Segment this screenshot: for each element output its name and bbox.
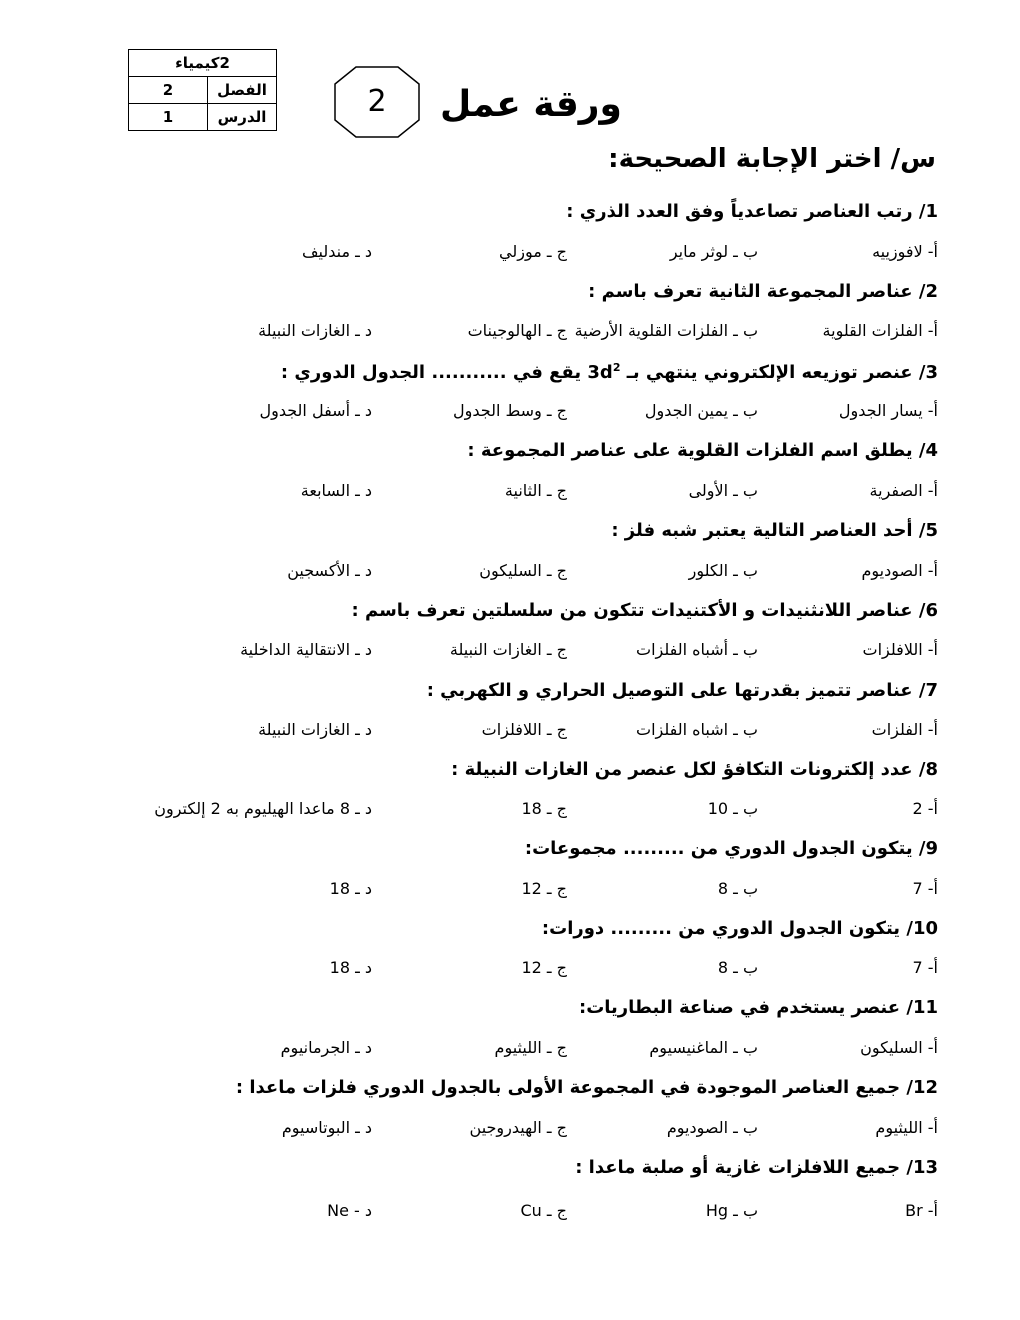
option-c: ج ـ وسط الجدول <box>453 401 567 420</box>
option-c: ج ـ الغازات النبيلة <box>449 640 567 659</box>
option-a: أ- لافوزييه <box>872 242 938 261</box>
option-a: أ- الليثيوم <box>875 1118 938 1137</box>
option-d: د ـ البوتاسيوم <box>281 1118 372 1137</box>
question-12 <box>236 1077 938 1098</box>
option-a: أ- الفلزات <box>871 720 938 739</box>
question-7 <box>427 680 938 701</box>
option-c: ج ـ الهالوجينات <box>467 321 567 340</box>
question-1 <box>566 201 938 222</box>
option-b: ب ـ الماغنيسيوم <box>649 1038 758 1057</box>
question-number: 12/ <box>906 1077 938 1098</box>
option-d: د ـ الجرمانيوم <box>280 1038 372 1057</box>
question-number: 5/ <box>918 520 938 541</box>
option-b: ب ـ 8 <box>717 958 758 977</box>
question-8 <box>451 759 938 780</box>
option-d: د - Ne <box>327 1201 372 1220</box>
question-text: عناصر تتميز بقدرتها على التوصيل الحراري و الكهربي : <box>426 680 913 701</box>
question-text: جميع العناصر الموجودة في المجموعة الأولى بالجدول الدوري فلزات ماعدا : <box>235 1077 901 1098</box>
option-a: أ- السليكون <box>860 1038 938 1057</box>
chapter-label: الفصل <box>208 77 277 104</box>
option-a: أ- 2 <box>912 799 938 818</box>
option-a: أ- الصفرية <box>869 481 938 500</box>
option-b: ب ـ أشباه الفلزات <box>636 640 758 659</box>
option-d: د ـ الانتقالية الداخلية <box>240 640 372 659</box>
option-c: ج ـ الثانية <box>504 481 567 500</box>
question-text-end: يقع في ........... الجدول الدوري : <box>280 362 588 383</box>
question-number: 2/ <box>918 281 938 302</box>
option-d: د ـ مندليف <box>301 242 372 261</box>
option-d: د ـ 8 ماعدا الهيليوم به 2 إلكترون <box>154 799 372 818</box>
option-d: د ـ الغازات النبيلة <box>258 321 372 340</box>
option-b: ب ـ 8 <box>717 879 758 898</box>
option-b: ب ـ لوثر ماير <box>669 242 758 261</box>
question-9 <box>525 838 938 859</box>
sheet-number-badge <box>334 66 420 138</box>
question-text: عناصر اللانثنيدات و الأكتنيدات تتكون من سلسلتين تعرف باسم : <box>351 600 913 621</box>
question-text: يتكون الجدول الدوري من ......... دورات: <box>541 918 901 939</box>
lesson-value: 1 <box>129 104 208 131</box>
question-number: 8/ <box>918 759 938 780</box>
option-b: ب ـ الصوديوم <box>666 1118 758 1137</box>
question-3 <box>281 361 938 383</box>
instruction-heading: س/ اختر الإجابة الصحيحة: <box>608 144 936 174</box>
option-a: أ- الفلزات القلوية <box>822 321 938 340</box>
question-2 <box>588 281 938 302</box>
option-b: ب ـ Hg <box>705 1201 758 1220</box>
question-number: 6/ <box>918 600 938 621</box>
option-a: أ- 7 <box>912 958 938 977</box>
question-text: عنصر يستخدم في صناعة البطاريات: <box>579 997 901 1018</box>
option-a: أ- Br <box>905 1201 938 1220</box>
option-a: أ- اللافلزات <box>862 640 938 659</box>
question-text: عدد إلكترونات التكافؤ لكل عنصر من الغازات النبيلة : <box>451 759 913 780</box>
question-4 <box>467 440 938 461</box>
option-c: ج ـ السليكون <box>479 561 567 580</box>
option-c: ج ـ 12 <box>521 958 567 977</box>
option-c: ج ـ الهيدروجين <box>469 1118 567 1137</box>
option-d: د ـ الغازات النبيلة <box>258 720 372 739</box>
sheet-title: ورقة عمل <box>440 84 622 125</box>
option-b: ب ـ اشباه الفلزات <box>636 720 758 739</box>
option-b: ب ـ الكلور <box>688 561 758 580</box>
superscript: 2 <box>612 361 621 374</box>
option-a: أ- يسار الجدول <box>838 401 938 420</box>
question-6 <box>352 600 939 621</box>
option-b: ب ـ الفلزات القلوية الأرضية <box>574 321 758 340</box>
info-table <box>128 49 277 131</box>
question-number: 3/ <box>918 362 938 383</box>
question-5 <box>611 520 938 541</box>
question-text: عناصر المجموعة الثانية تعرف باسم : <box>588 281 913 302</box>
question-text: يتكون الجدول الدوري من ......... مجموعات: <box>524 838 913 859</box>
question-text: أحد العناصر التالية يعتبر شبه فلز : <box>611 520 913 541</box>
lesson-label: الدرس <box>208 104 277 131</box>
subject-cell: 2كيمياء <box>129 50 277 77</box>
question-13 <box>575 1157 938 1178</box>
option-b: ب ـ 10 <box>707 799 758 818</box>
option-c: ج ـ Cu <box>520 1201 567 1220</box>
option-a: أ- 7 <box>912 879 938 898</box>
question-text-start: عنصر توزيعه الإلكتروني ينتهي بـ 3d <box>587 362 913 383</box>
option-c: ج ـ موزلي <box>499 242 567 261</box>
question-text: جميع اللافلزات غازية أو صلبة ماعدا : <box>575 1157 901 1178</box>
question-text: يطلق اسم الفلزات القلوية على عناصر المجموعة : <box>467 440 913 461</box>
option-d: د ـ 18 <box>329 958 372 977</box>
option-c: ج ـ 12 <box>521 879 567 898</box>
question-10 <box>542 918 938 939</box>
option-b: ب ـ يمين الجدول <box>644 401 758 420</box>
option-b: ب ـ الأولى <box>688 481 758 500</box>
option-c: ج ـ الليثيوم <box>494 1038 567 1057</box>
option-a: أ- الصوديوم <box>861 561 938 580</box>
question-number: 13/ <box>906 1157 938 1178</box>
option-d: د ـ أسفل الجدول <box>259 401 372 420</box>
badge-number: 2 <box>367 84 387 119</box>
option-d: د ـ السابعة <box>300 481 372 500</box>
option-c: ج ـ 18 <box>521 799 567 818</box>
option-d: د ـ 18 <box>329 879 372 898</box>
question-number: 1/ <box>918 201 938 222</box>
question-number: 10/ <box>906 918 938 939</box>
question-11 <box>579 997 938 1018</box>
question-number: 7/ <box>918 680 938 701</box>
option-d: د ـ الأكسجين <box>287 561 372 580</box>
question-number: 9/ <box>918 838 938 859</box>
question-number: 11/ <box>906 997 938 1018</box>
chapter-value: 2 <box>129 77 208 104</box>
question-number: 4/ <box>918 440 938 461</box>
option-c: ج ـ اللافلزات <box>481 720 567 739</box>
question-text: رتب العناصر تصاعدياً وفق العدد الذري : <box>566 201 913 222</box>
